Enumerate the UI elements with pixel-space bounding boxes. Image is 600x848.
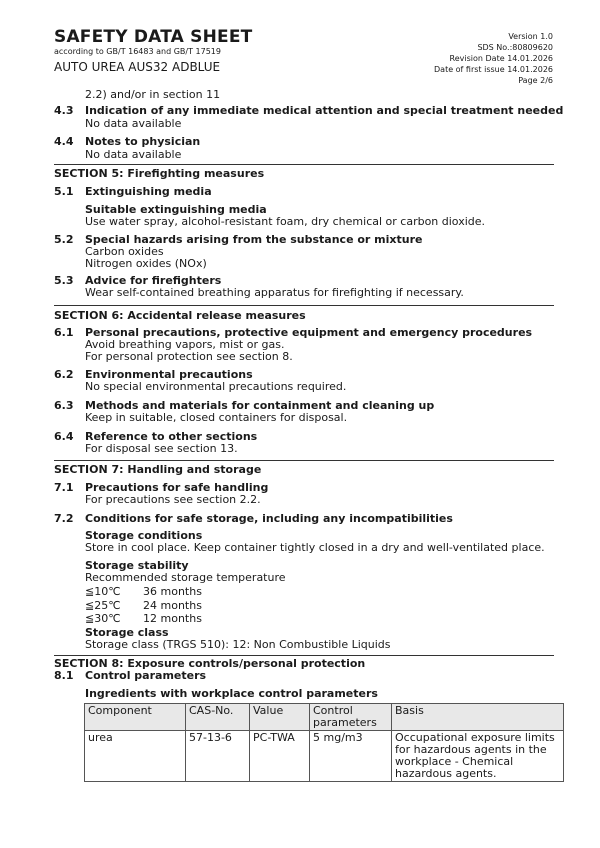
subsection-heading: Suitable extinguishing media xyxy=(85,203,267,216)
storage-temp: ≦30℃ xyxy=(85,612,121,625)
continuation-text: 2.2) and/or in section 11 xyxy=(85,88,221,101)
sds-number: SDS No.:80809620 xyxy=(477,43,553,52)
table-header-row xyxy=(85,704,564,731)
subsection-heading: Notes to physician xyxy=(85,135,201,148)
exposure-limits-table xyxy=(84,703,564,782)
subsection-heading: Storage class xyxy=(85,626,169,639)
section-number: 7.1 xyxy=(54,481,74,494)
table-cell: 5 mg/m3 xyxy=(310,731,392,782)
subsection-text: Keep in suitable, closed containers for disposal. xyxy=(85,411,348,424)
subsection-heading: Precautions for safe handling xyxy=(85,481,269,494)
subsection-heading: Methods and materials for containment and cleaning up xyxy=(85,399,435,412)
table-cell: Occupational exposure limits for hazardous agents in the workplace - Chemical hazardous agents. xyxy=(392,731,564,782)
section-title: SECTION 8: Exposure controls/personal protection xyxy=(54,657,366,670)
storage-duration: 24 months xyxy=(143,599,202,612)
storage-duration: 12 months xyxy=(143,612,202,625)
section-number: 4.3 xyxy=(54,104,74,117)
section-number: 7.2 xyxy=(54,512,74,525)
subsection-text: Carbon oxides xyxy=(85,245,164,258)
section-title: SECTION 6: Accidental release measures xyxy=(54,309,306,322)
section-divider xyxy=(54,655,554,656)
product-name: AUTO UREA AUS32 ADBLUE xyxy=(54,60,221,74)
section-number: 6.2 xyxy=(54,368,74,381)
table-cell: urea xyxy=(85,731,186,782)
section-number: 4.4 xyxy=(54,135,74,148)
subsection-text: Nitrogen oxides (NOx) xyxy=(85,257,207,270)
column-header: Value xyxy=(250,704,310,731)
storage-temp-row xyxy=(85,612,202,625)
section-number: 8.1 xyxy=(54,669,74,682)
subsection-text: For precautions see section 2.2. xyxy=(85,493,261,506)
section-divider xyxy=(54,305,554,306)
subsection-text: For disposal see section 13. xyxy=(85,442,238,455)
document-subtitle: according to GB/T 16483 and GB/T 17519 xyxy=(54,47,221,56)
subsection-text: No data available xyxy=(85,148,182,161)
page-number: Page 2/6 xyxy=(518,76,553,85)
document-title: SAFETY DATA SHEET xyxy=(54,27,253,47)
column-header: Component xyxy=(85,704,186,731)
subsection-text: Use water spray, alcohol-resistant foam, dry chemical or carbon dioxide. xyxy=(85,215,486,228)
section-number: 6.1 xyxy=(54,326,74,339)
subsection-heading: Storage conditions xyxy=(85,529,203,542)
section-divider xyxy=(54,164,554,165)
subsection-text: Recommended storage temperature xyxy=(85,571,286,584)
section-number: 5.2 xyxy=(54,233,74,246)
subsection-text: No special environmental precautions required. xyxy=(85,380,347,393)
subsection-heading: Storage stability xyxy=(85,559,189,572)
subsection-text: No data available xyxy=(85,117,182,130)
table-cell: PC-TWA xyxy=(250,731,310,782)
storage-duration: 36 months xyxy=(143,585,202,598)
document-meta xyxy=(434,31,553,86)
storage-temp-row xyxy=(85,585,202,598)
section-divider xyxy=(54,460,554,461)
section-title: SECTION 5: Firefighting measures xyxy=(54,167,265,180)
subsection-text: Wear self-contained breathing apparatus for firefighting if necessary. xyxy=(85,286,464,299)
subsection-text: Storage class (TRGS 510): 12: Non Combustible Liquids xyxy=(85,638,391,651)
section-number: 5.3 xyxy=(54,274,74,287)
column-header: Basis xyxy=(392,704,564,731)
column-header: CAS-No. xyxy=(186,704,250,731)
first-issue-date: Date of first issue 14.01.2026 xyxy=(434,65,553,74)
subsection-heading: Control parameters xyxy=(85,669,207,682)
subsection-heading: Personal precautions, protective equipment and emergency procedures xyxy=(85,326,533,339)
storage-temp: ≦25℃ xyxy=(85,599,121,612)
section-title: SECTION 7: Handling and storage xyxy=(54,463,262,476)
version: Version 1.0 xyxy=(508,32,553,41)
subsection-text: For personal protection see section 8. xyxy=(85,350,293,363)
table-row xyxy=(85,731,564,782)
storage-temp-row xyxy=(85,599,202,612)
subsection-text: Store in cool place. Keep container tightly closed in a dry and well-ventilated place. xyxy=(85,541,545,554)
storage-temp: ≦10℃ xyxy=(85,585,121,598)
subsection-text: Avoid breathing vapors, mist or gas. xyxy=(85,338,285,351)
section-number: 6.4 xyxy=(54,430,74,443)
section-number: 6.3 xyxy=(54,399,74,412)
subsection-heading: Extinguishing media xyxy=(85,185,212,198)
subsection-heading: Advice for firefighters xyxy=(85,274,222,287)
subsection-heading: Conditions for safe storage, including any incompatibilities xyxy=(85,512,453,525)
table-caption: Ingredients with workplace control parameters xyxy=(85,687,378,700)
subsection-heading: Environmental precautions xyxy=(85,368,253,381)
subsection-heading: Indication of any immediate medical attention and special treatment needed xyxy=(85,104,564,117)
column-header: Control parameters xyxy=(310,704,392,731)
table-cell: 57-13-6 xyxy=(186,731,250,782)
section-number: 5.1 xyxy=(54,185,74,198)
subsection-heading: Reference to other sections xyxy=(85,430,258,443)
revision-date: Revision Date 14.01.2026 xyxy=(449,54,553,63)
subsection-heading: Special hazards arising from the substance or mixture xyxy=(85,233,423,246)
